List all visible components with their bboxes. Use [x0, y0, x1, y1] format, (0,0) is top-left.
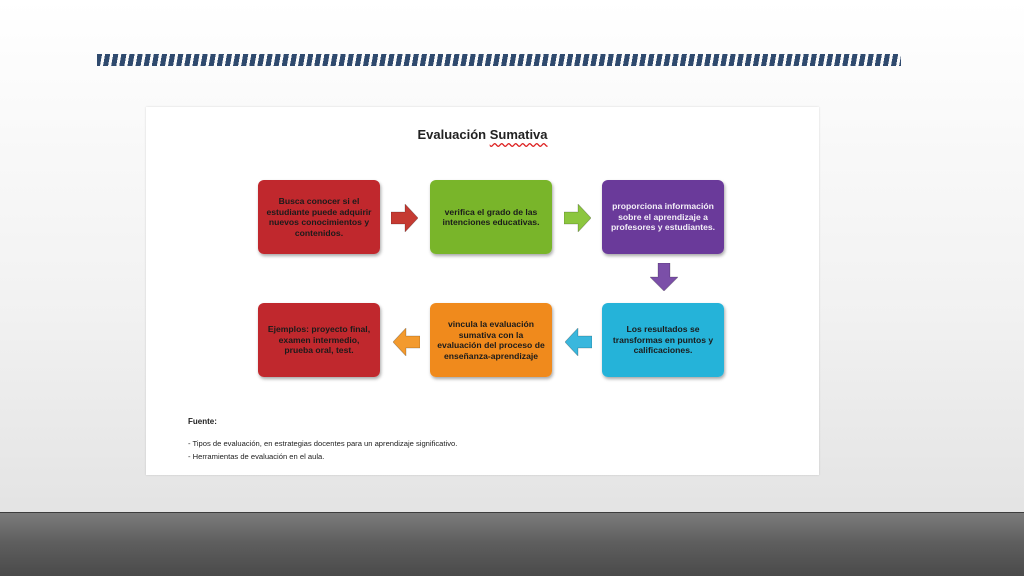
- flow-box-4-text: Los resultados se transformas en puntos y calificaciones.: [612, 324, 714, 356]
- arrow-down-icon: [650, 263, 678, 291]
- flow-box-6-text: Ejemplos: proyecto final, examen intermedio, prueba oral, test.: [267, 324, 371, 356]
- decorative-stripe: [97, 54, 901, 66]
- floor: [0, 513, 1024, 576]
- flow-box-6: [258, 303, 380, 377]
- flow-box-5: [430, 303, 552, 377]
- source-item-2: - Herramientas de evaluación en el aula.: [188, 452, 325, 461]
- arrow-right-2-icon: [564, 204, 591, 232]
- arrow-right-1-icon: [391, 204, 418, 232]
- flow-box-5-text: vincula la evaluación sumativa con la evaluación del proceso de enseñanza-aprendizaje: [437, 319, 545, 361]
- source-item-1: - Tipos de evaluación, en estrategias docentes para un aprendizaje significativo.: [188, 439, 458, 448]
- source-heading: Fuente:: [188, 417, 217, 426]
- title-text-1: Evaluación: [417, 127, 490, 142]
- flow-box-2-text: verifica el grado de las intenciones educativas.: [442, 206, 540, 227]
- arrow-left-2-icon: [393, 328, 420, 356]
- flow-box-2: [430, 180, 552, 254]
- diagram-title: [146, 127, 819, 142]
- flow-box-4: [602, 303, 724, 377]
- flow-box-1: [258, 180, 380, 254]
- flow-box-1-text: Busca conocer si el estudiante puede adquirir nuevos conocimientos y contenidos.: [266, 196, 372, 238]
- flow-box-3: [602, 180, 724, 254]
- title-text-2: Sumativa: [489, 127, 548, 142]
- arrow-left-1-icon: [565, 328, 592, 356]
- diagram-panel: [146, 107, 819, 475]
- flow-box-3-text: proporciona información sobre el aprendizaje a profesores y estudiantes.: [610, 201, 716, 233]
